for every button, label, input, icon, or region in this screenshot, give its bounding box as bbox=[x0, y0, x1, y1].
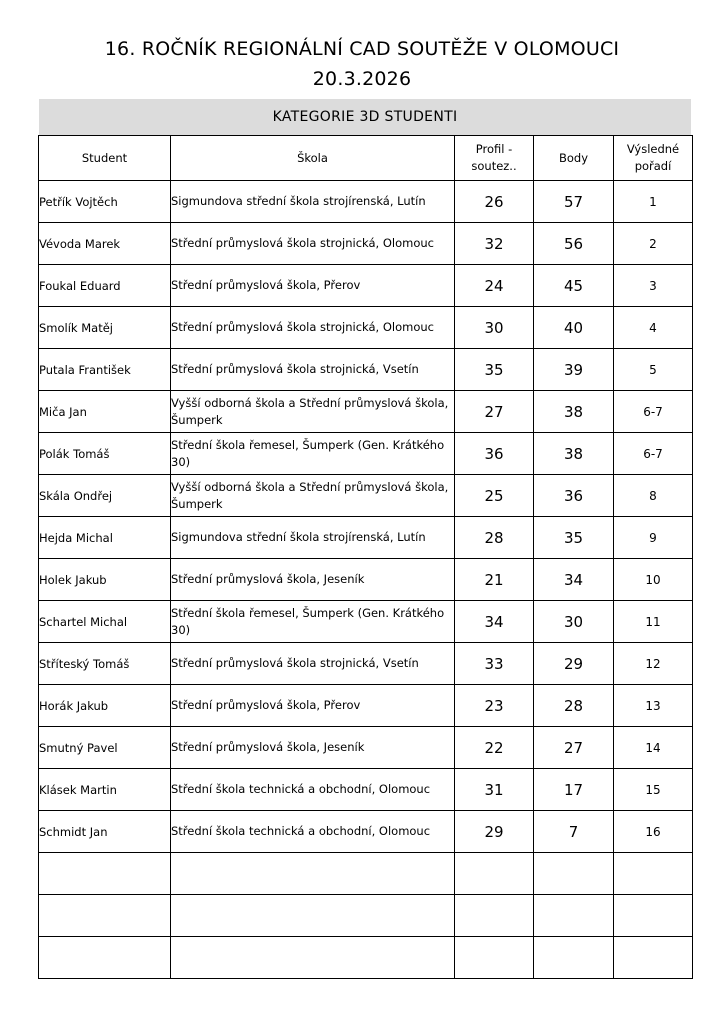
school-name bbox=[171, 937, 455, 979]
column-header-profile-line2: soutez.. bbox=[471, 159, 517, 173]
final-rank: 15 bbox=[614, 769, 693, 811]
student-name: Schartel Michal bbox=[39, 601, 171, 643]
final-rank: 8 bbox=[614, 475, 693, 517]
table-row bbox=[39, 853, 693, 895]
profile-score: 23 bbox=[455, 685, 534, 727]
points-value: 17 bbox=[534, 769, 614, 811]
profile-score bbox=[455, 853, 534, 895]
points-value: 34 bbox=[534, 559, 614, 601]
profile-score bbox=[455, 895, 534, 937]
column-header-school: Škola bbox=[171, 136, 455, 181]
school-name: Vyšší odborná škola a Střední průmyslová škola, Šumperk bbox=[171, 391, 455, 433]
school-name: Střední průmyslová škola strojnická, Olomouc bbox=[171, 223, 455, 265]
profile-score: 29 bbox=[455, 811, 534, 853]
column-header-rank-line2: pořadí bbox=[634, 159, 672, 173]
table-row bbox=[39, 895, 693, 937]
column-header-profile-line1: Profil - bbox=[475, 142, 513, 156]
profile-score: 26 bbox=[455, 181, 534, 223]
table-row bbox=[39, 391, 693, 433]
final-rank: 6-7 bbox=[614, 391, 693, 433]
table-row bbox=[39, 517, 693, 559]
school-name: Sigmundova střední škola strojírenská, Lutín bbox=[171, 517, 455, 559]
profile-score bbox=[455, 937, 534, 979]
table-row bbox=[39, 223, 693, 265]
results-table bbox=[38, 135, 693, 979]
profile-score: 33 bbox=[455, 643, 534, 685]
table-row bbox=[39, 349, 693, 391]
final-rank: 11 bbox=[614, 601, 693, 643]
profile-score: 28 bbox=[455, 517, 534, 559]
column-header-student: Student bbox=[39, 136, 171, 181]
school-name: Střední škola technická a obchodní, Olomouc bbox=[171, 811, 455, 853]
final-rank: 2 bbox=[614, 223, 693, 265]
school-name: Sigmundova střední škola strojírenská, Lutín bbox=[171, 181, 455, 223]
profile-score: 34 bbox=[455, 601, 534, 643]
final-rank: 3 bbox=[614, 265, 693, 307]
table-row bbox=[39, 307, 693, 349]
profile-score: 24 bbox=[455, 265, 534, 307]
school-name: Střední průmyslová škola, Přerov bbox=[171, 265, 455, 307]
points-value bbox=[534, 937, 614, 979]
points-value: 38 bbox=[534, 391, 614, 433]
table-row bbox=[39, 937, 693, 979]
final-rank: 9 bbox=[614, 517, 693, 559]
profile-score: 27 bbox=[455, 391, 534, 433]
table-row bbox=[39, 265, 693, 307]
school-name: Střední průmyslová škola, Jeseník bbox=[171, 559, 455, 601]
table-row bbox=[39, 601, 693, 643]
student-name bbox=[39, 895, 171, 937]
student-name: Horák Jakub bbox=[39, 685, 171, 727]
student-name: Hejda Michal bbox=[39, 517, 171, 559]
table-row bbox=[39, 769, 693, 811]
final-rank: 5 bbox=[614, 349, 693, 391]
table-row bbox=[39, 727, 693, 769]
points-value bbox=[534, 895, 614, 937]
category-heading: KATEGORIE 3D STUDENTI bbox=[39, 99, 691, 135]
student-name: Petřík Vojtěch bbox=[39, 181, 171, 223]
school-name: Střední škola řemesel, Šumperk (Gen. Krátkého 30) bbox=[171, 433, 455, 475]
student-name bbox=[39, 853, 171, 895]
points-value: 7 bbox=[534, 811, 614, 853]
profile-score: 25 bbox=[455, 475, 534, 517]
final-rank: 4 bbox=[614, 307, 693, 349]
points-value: 45 bbox=[534, 265, 614, 307]
student-name: Smutný Pavel bbox=[39, 727, 171, 769]
student-name: Skála Ondřej bbox=[39, 475, 171, 517]
points-value: 27 bbox=[534, 727, 614, 769]
final-rank bbox=[614, 853, 693, 895]
school-name bbox=[171, 853, 455, 895]
results-body bbox=[39, 181, 693, 979]
student-name: Holek Jakub bbox=[39, 559, 171, 601]
profile-score: 31 bbox=[455, 769, 534, 811]
final-rank bbox=[614, 895, 693, 937]
table-row bbox=[39, 811, 693, 853]
final-rank bbox=[614, 937, 693, 979]
final-rank: 12 bbox=[614, 643, 693, 685]
profile-score: 32 bbox=[455, 223, 534, 265]
student-name: Schmidt Jan bbox=[39, 811, 171, 853]
school-name: Střední škola technická a obchodní, Olomouc bbox=[171, 769, 455, 811]
final-rank: 1 bbox=[614, 181, 693, 223]
school-name: Střední průmyslová škola, Jeseník bbox=[171, 727, 455, 769]
column-header-rank bbox=[614, 136, 693, 181]
profile-score: 36 bbox=[455, 433, 534, 475]
school-name bbox=[171, 895, 455, 937]
points-value: 39 bbox=[534, 349, 614, 391]
points-value: 30 bbox=[534, 601, 614, 643]
table-row bbox=[39, 433, 693, 475]
page-title: 16. ROČNÍK REGIONÁLNÍ CAD SOUTĚŽE V OLOMOUCI bbox=[104, 38, 620, 60]
student-name: Smolík Matěj bbox=[39, 307, 171, 349]
column-header-points: Body bbox=[534, 136, 614, 181]
final-rank: 6-7 bbox=[614, 433, 693, 475]
student-name: Putala František bbox=[39, 349, 171, 391]
competition-date: 20.3.2026 bbox=[312, 68, 412, 90]
final-rank: 16 bbox=[614, 811, 693, 853]
student-name: Klásek Martin bbox=[39, 769, 171, 811]
school-name: Střední průmyslová škola strojnická, Vsetín bbox=[171, 349, 455, 391]
student-name: Foukal Eduard bbox=[39, 265, 171, 307]
points-value: 56 bbox=[534, 223, 614, 265]
profile-score: 30 bbox=[455, 307, 534, 349]
student-name: Polák Tomáš bbox=[39, 433, 171, 475]
school-name: Střední průmyslová škola, Přerov bbox=[171, 685, 455, 727]
profile-score: 22 bbox=[455, 727, 534, 769]
school-name: Vyšší odborná škola a Střední průmyslová škola, Šumperk bbox=[171, 475, 455, 517]
points-value: 40 bbox=[534, 307, 614, 349]
points-value bbox=[534, 853, 614, 895]
points-value: 28 bbox=[534, 685, 614, 727]
school-name: Střední škola řemesel, Šumperk (Gen. Krátkého 30) bbox=[171, 601, 455, 643]
profile-score: 35 bbox=[455, 349, 534, 391]
profile-score: 21 bbox=[455, 559, 534, 601]
table-row bbox=[39, 643, 693, 685]
table-row bbox=[39, 559, 693, 601]
points-value: 38 bbox=[534, 433, 614, 475]
points-value: 57 bbox=[534, 181, 614, 223]
points-value: 35 bbox=[534, 517, 614, 559]
school-name: Střední průmyslová škola strojnická, Olomouc bbox=[171, 307, 455, 349]
final-rank: 10 bbox=[614, 559, 693, 601]
final-rank: 13 bbox=[614, 685, 693, 727]
table-row bbox=[39, 181, 693, 223]
points-value: 36 bbox=[534, 475, 614, 517]
student-name: Vévoda Marek bbox=[39, 223, 171, 265]
student-name bbox=[39, 937, 171, 979]
student-name: Miča Jan bbox=[39, 391, 171, 433]
column-header-profile bbox=[455, 136, 534, 181]
student-name: Stříteský Tomáš bbox=[39, 643, 171, 685]
column-header-rank-line1: Výsledné bbox=[626, 142, 680, 156]
table-row bbox=[39, 475, 693, 517]
final-rank: 14 bbox=[614, 727, 693, 769]
table-header-row bbox=[39, 136, 693, 181]
school-name: Střední průmyslová škola strojnická, Vsetín bbox=[171, 643, 455, 685]
table-row bbox=[39, 685, 693, 727]
points-value: 29 bbox=[534, 643, 614, 685]
